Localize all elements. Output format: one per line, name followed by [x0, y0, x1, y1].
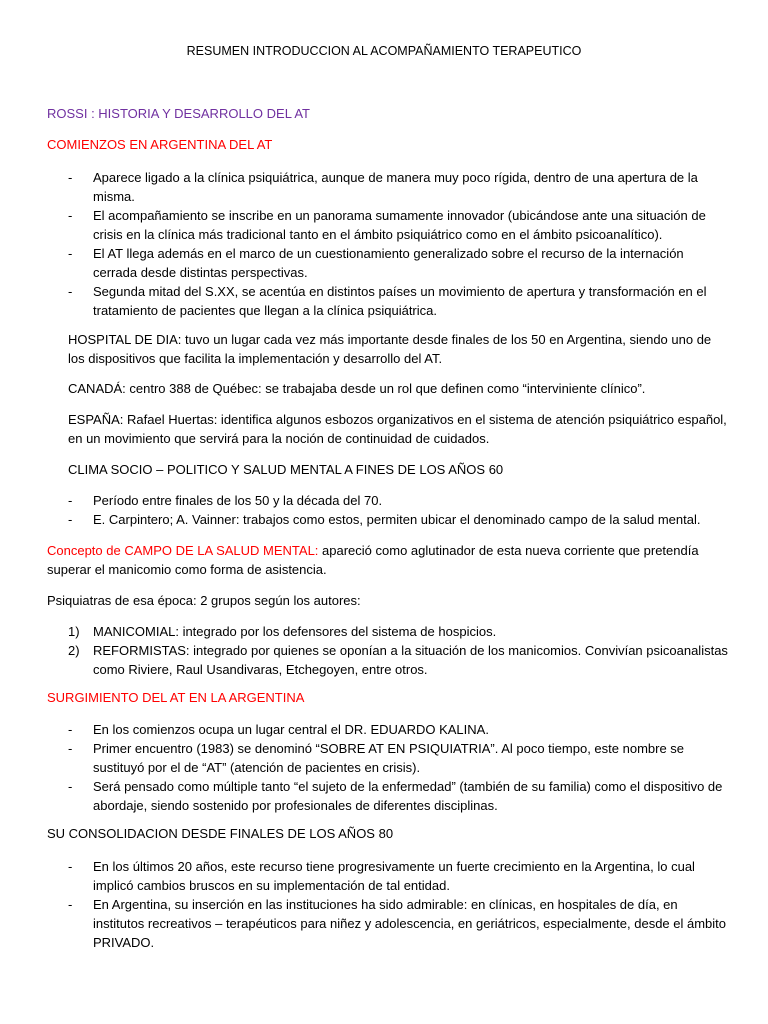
list-comienzos [0, 168, 768, 320]
paragraph-concepto: Concepto de CAMPO DE LA SALUD MENTAL: apareció como aglutinador de esta nueva corriente que pretendía superar el manicomio como forma de asistencia. [47, 543, 699, 577]
dash-bullet: - [68, 512, 73, 527]
paragraph-clima: CLIMA SOCIO – POLITICO Y SALUD MENTAL A FINES DE LOS AÑOS 60 [68, 462, 504, 477]
list-item: - Será pensado como múltiple tanto “el sujeto de la enfermedad” (también de su familia) como el dispositivo de abordaje, siendo sostenido por profesionales de diferentes disciplinas. [68, 779, 723, 813]
list-grupos [0, 622, 768, 679]
dash-bullet: - [68, 859, 73, 874]
list-item: 2) REFORMISTAS: integrado por quienes se oponían a la situación de los manicomios. Convivían psicoanalistas como Riviere, Raul Usandivaras, Etchegoyen, entre otros. [68, 643, 728, 677]
list-surgimiento [0, 720, 768, 815]
section-heading-rossi: ROSSI : HISTORIA Y DESARROLLO DEL AT [47, 106, 310, 121]
paragraph-espana: ESPAÑA: Rafael Huertas: identifica algunos esbozos organizativos en el sistema de atención psiquiátrico español, en un movimiento que servirá para la noción de continuidad de cuidados. [68, 412, 727, 446]
list-item: - E. Carpintero; A. Vainner: trabajos como estos, permiten ubicar el denominado campo de la salud mental. [68, 512, 701, 527]
dash-bullet: - [68, 741, 73, 756]
list-clima [0, 491, 768, 529]
section-heading-comienzos: COMIENZOS EN ARGENTINA DEL AT [47, 137, 273, 152]
list-consolidacion [0, 857, 768, 952]
paragraph-canada: CANADÁ: centro 388 de Québec: se trabajaba desde un rol que definen como “interviniente clínico”. [68, 381, 646, 396]
paragraph-hospital-de-dia: HOSPITAL DE DIA: tuvo un lugar cada vez más importante desde finales de los 50 en Argentina, siendo uno de los dispositivos que facilita la implementación y desarrollo del AT. [68, 332, 712, 366]
dash-bullet: - [68, 208, 73, 223]
document-title: RESUMEN INTRODUCCION AL ACOMPAÑAMIENTO TERAPEUTICO [186, 44, 582, 58]
list-item: - Período entre finales de los 50 y la década del 70. [68, 493, 383, 508]
dash-bullet: - [68, 779, 73, 794]
section-heading-consolidacion: SU CONSOLIDACION DESDE FINALES DE LOS AÑOS 80 [47, 826, 394, 841]
number-bullet: 1) [68, 624, 80, 639]
list-item: - En los comienzos ocupa un lugar central el DR. EDUARDO KALINA. [68, 722, 489, 737]
list-item: - En Argentina, su inserción en las instituciones ha sido admirable: en clínicas, en hospitales de día, en institutos recreativos – terapéuticos para niñez y adolescencia, en geriátricos, especialmente, desde el ámbito PRIVADO. [68, 897, 727, 950]
list-item: - El AT llega además en el marco de un cuestionamiento generalizado sobre el recurso de la internación cerrada desde distintas perspectivas. [68, 246, 684, 280]
dash-bullet: - [68, 284, 73, 299]
list-item: - Segunda mitad del S.XX, se acentúa en distintos países un movimiento de apertura y transformación en el tratamiento de pacientes que llegan a la clínica psiquiátrica. [68, 284, 707, 318]
dash-bullet: - [68, 722, 73, 737]
dash-bullet: - [68, 246, 73, 261]
list-item: - Aparece ligado a la clínica psiquiátrica, aunque de manera muy poco rígida, dentro de una apertura de la misma. [68, 170, 698, 204]
dash-bullet: - [68, 897, 73, 912]
dash-bullet: - [68, 493, 73, 508]
number-bullet: 2) [68, 643, 80, 658]
section-heading-surgimiento: SURGIMIENTO DEL AT EN LA ARGENTINA [47, 690, 305, 705]
paragraph-psiquiatras: Psiquiatras de esa época: 2 grupos según los autores: [47, 593, 361, 608]
list-item: - El acompañamiento se inscribe en un panorama sumamente innovador (ubicándose ante una situación de crisis en la clínica más tradicional tanto en el ámbito psiquiátrico como en el ámbito psicoanalítico). [68, 208, 706, 242]
concepto-highlight: Concepto de CAMPO DE LA SALUD MENTAL: [47, 543, 319, 558]
list-item: 1) MANICOMIAL: integrado por los defensores del sistema de hospicios. [68, 624, 497, 639]
list-item: - Primer encuentro (1983) se denominó “SOBRE AT EN PSIQUIATRIA”. Al poco tiempo, este nombre se sustituyó por el de “AT” (atención de pacientes en crisis). [68, 741, 685, 775]
dash-bullet: - [68, 170, 73, 185]
list-item: - En los últimos 20 años, este recurso tiene progresivamente un fuerte crecimiento en la Argentina, lo cual implicó cambios bruscos en su implementación de tal entidad. [68, 859, 695, 893]
